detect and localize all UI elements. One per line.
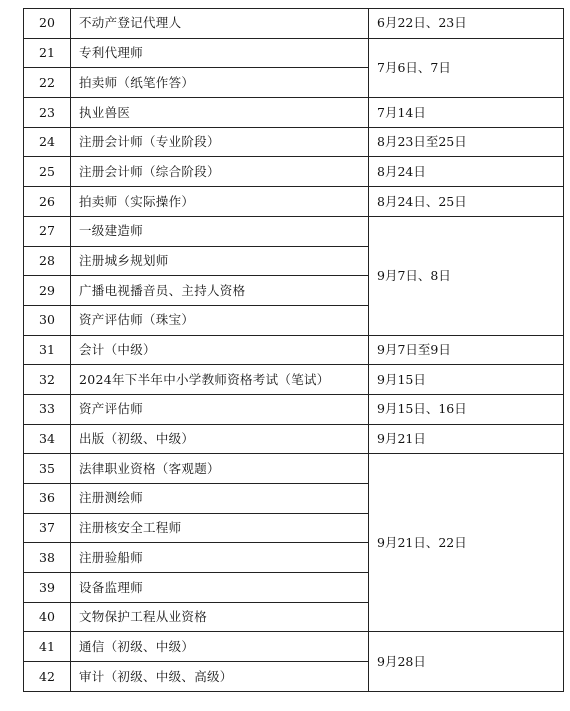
table-row [24, 216, 564, 246]
exam-date-cell: 8月24日、25日 [369, 187, 564, 217]
exam-date-cell: 7月6日、7日 [369, 38, 564, 97]
row-number-cell: 27 [24, 216, 71, 246]
row-number-cell: 36 [24, 484, 71, 514]
exam-date-cell: 6月22日、23日 [369, 9, 564, 39]
table-row [24, 9, 564, 39]
exam-date-cell: 9月28日 [369, 632, 564, 691]
table-row [24, 98, 564, 128]
row-number-cell: 37 [24, 513, 71, 543]
table-row [24, 38, 564, 68]
exam-name-cell: 资产评估师（珠宝） [71, 305, 369, 335]
row-number-cell: 32 [24, 365, 71, 395]
row-number-cell: 34 [24, 424, 71, 454]
exam-name-cell: 注册测绘师 [71, 484, 369, 514]
exam-name-cell: 出版（初级、中级） [71, 424, 369, 454]
exam-date-cell: 9月21日 [369, 424, 564, 454]
exam-name-cell: 通信（初级、中级） [71, 632, 369, 662]
exam-name-cell: 广播电视播音员、主持人资格 [71, 276, 369, 306]
exam-name-cell: 审计（初级、中级、高级） [71, 662, 369, 692]
exam-name-cell: 文物保护工程从业资格 [71, 602, 369, 632]
exam-schedule-body [24, 9, 564, 692]
exam-name-cell: 注册城乡规划师 [71, 246, 369, 276]
exam-date-cell: 7月14日 [369, 98, 564, 128]
exam-schedule-table [23, 8, 564, 692]
exam-name-cell: 会计（中级） [71, 335, 369, 365]
row-number-cell: 25 [24, 157, 71, 187]
exam-name-cell: 设备监理师 [71, 573, 369, 603]
row-number-cell: 26 [24, 187, 71, 217]
exam-name-cell: 注册验船师 [71, 543, 369, 573]
row-number-cell: 41 [24, 632, 71, 662]
row-number-cell: 33 [24, 394, 71, 424]
exam-name-cell: 法律职业资格（客观题） [71, 454, 369, 484]
exam-name-cell: 注册会计师（专业阶段） [71, 127, 369, 157]
table-row [24, 335, 564, 365]
row-number-cell: 24 [24, 127, 71, 157]
exam-date-cell: 9月7日至9日 [369, 335, 564, 365]
exam-date-cell: 9月15日、16日 [369, 394, 564, 424]
exam-date-cell: 9月15日 [369, 365, 564, 395]
exam-name-cell: 一级建造师 [71, 216, 369, 246]
exam-name-cell: 专利代理师 [71, 38, 369, 68]
table-row [24, 157, 564, 187]
table-row [24, 187, 564, 217]
exam-name-cell: 注册会计师（综合阶段） [71, 157, 369, 187]
table-row [24, 127, 564, 157]
row-number-cell: 40 [24, 602, 71, 632]
exam-name-cell: 注册核安全工程师 [71, 513, 369, 543]
table-row [24, 365, 564, 395]
row-number-cell: 29 [24, 276, 71, 306]
table-row [24, 454, 564, 484]
table-row [24, 394, 564, 424]
exam-date-cell: 8月23日至25日 [369, 127, 564, 157]
row-number-cell: 31 [24, 335, 71, 365]
row-number-cell: 30 [24, 305, 71, 335]
row-number-cell: 21 [24, 38, 71, 68]
table-row [24, 632, 564, 662]
row-number-cell: 39 [24, 573, 71, 603]
exam-name-cell: 资产评估师 [71, 394, 369, 424]
row-number-cell: 42 [24, 662, 71, 692]
row-number-cell: 22 [24, 68, 71, 98]
exam-date-cell: 9月7日、8日 [369, 216, 564, 335]
row-number-cell: 28 [24, 246, 71, 276]
row-number-cell: 38 [24, 543, 71, 573]
exam-name-cell: 不动产登记代理人 [71, 9, 369, 39]
row-number-cell: 23 [24, 98, 71, 128]
exam-date-cell: 8月24日 [369, 157, 564, 187]
row-number-cell: 35 [24, 454, 71, 484]
exam-name-cell: 执业兽医 [71, 98, 369, 128]
exam-name-cell: 拍卖师（纸笔作答） [71, 68, 369, 98]
table-row [24, 424, 564, 454]
exam-name-cell: 2024年下半年中小学教师资格考试（笔试） [71, 365, 369, 395]
exam-date-cell: 9月21日、22日 [369, 454, 564, 632]
row-number-cell: 20 [24, 9, 71, 39]
exam-name-cell: 拍卖师（实际操作） [71, 187, 369, 217]
